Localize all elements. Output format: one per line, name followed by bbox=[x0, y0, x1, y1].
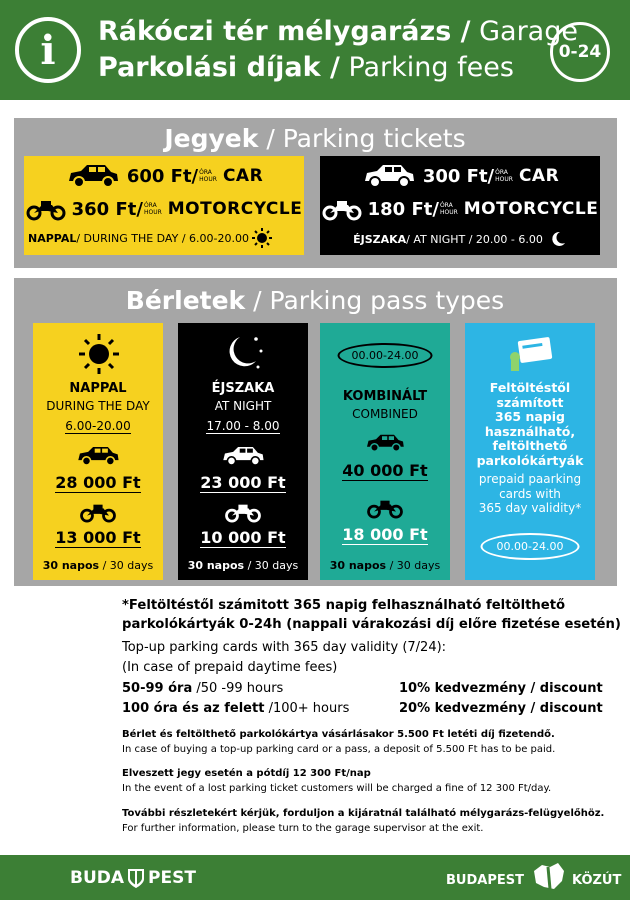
car-label: CAR bbox=[222, 166, 264, 186]
ora-label: ÓRA bbox=[439, 202, 453, 209]
logo-text-pest: PEST bbox=[148, 868, 196, 888]
open-hours-badge: 0-24 bbox=[550, 22, 610, 82]
deposit-note-en: In case of buying a top-up parking card or a pass, a deposit of 5.500 Ft has to be paid. bbox=[122, 744, 556, 755]
header-title-en: Garage bbox=[470, 16, 578, 47]
night-pass-time-wrap bbox=[178, 419, 308, 433]
further-info-hu: További részletekért kérjük, forduljon a kijáratnál található mélygarázs-felügyelőhöz. bbox=[122, 808, 605, 819]
duration-en: / 30 days bbox=[386, 559, 441, 572]
hour-label: HOUR bbox=[439, 209, 458, 216]
night-pass-moto-price: 10 000 Ft bbox=[200, 528, 286, 547]
discount-tier-2 bbox=[122, 701, 349, 716]
discount-tier-1 bbox=[122, 681, 283, 696]
tickets-title-hu: Jegyek bbox=[164, 124, 259, 153]
combined-pass-moto-price-wrap bbox=[320, 525, 450, 544]
day-pass-card bbox=[33, 323, 163, 580]
prepaid-title-line: feltölthető bbox=[492, 438, 568, 453]
night-pass-subtitle: AT NIGHT bbox=[214, 399, 272, 413]
combined-pass-duration bbox=[320, 559, 450, 572]
motorcycle-label: MOTORCYCLE bbox=[167, 199, 303, 219]
day-pass-duration bbox=[33, 559, 163, 572]
duration-en: / 30 days bbox=[99, 559, 154, 572]
day-pass-time: 6.00-20.00 bbox=[65, 419, 131, 433]
prepaid-title-line: 365 napig bbox=[495, 409, 565, 424]
day-period-en: / DURING THE DAY / 6.00-20.00 bbox=[76, 231, 249, 245]
sun-icon bbox=[252, 228, 272, 248]
prepaid-card-subtitle bbox=[465, 472, 595, 516]
ora-label: ÓRA bbox=[199, 169, 212, 176]
day-pass-subtitle: DURING THE DAY bbox=[46, 399, 150, 413]
night-period bbox=[324, 230, 596, 248]
prepaid-title-line: számított bbox=[496, 394, 564, 410]
combined-pass-subtitle: COMBINED bbox=[352, 407, 418, 421]
duration-hu: 30 napos bbox=[42, 559, 100, 572]
parking-card-icon bbox=[505, 333, 555, 373]
duration-hu: 30 napos bbox=[329, 559, 387, 572]
car-icon bbox=[220, 445, 266, 467]
prepaid-card-title bbox=[465, 381, 595, 468]
footnote-en-line2: (In case of prepaid daytime fees) bbox=[122, 660, 338, 675]
moon-icon bbox=[549, 230, 567, 248]
budapest-logo bbox=[70, 867, 196, 889]
sun-icon bbox=[78, 333, 120, 375]
tier2-discount: 20% kedvezmény / discount bbox=[399, 701, 603, 716]
day-pass-title: NAPPAL bbox=[69, 381, 127, 396]
budapest-map-icon bbox=[528, 861, 568, 891]
budapest-kozut-logo bbox=[446, 869, 621, 891]
night-pass-car-price: 23 000 Ft bbox=[200, 473, 286, 492]
footnote-hu-line2: parkolókártyák 0-24h (nappali várakozási díj előre fizetése esetén) bbox=[122, 617, 621, 632]
motorcycle-icon bbox=[322, 197, 362, 221]
prepaid-sub-line: cards with bbox=[499, 486, 561, 501]
night-pass-moto-price-wrap bbox=[178, 528, 308, 547]
ora-label: ÓRA bbox=[143, 202, 157, 209]
day-ticket-card bbox=[24, 156, 304, 255]
hour-label: HOUR bbox=[143, 209, 162, 216]
night-pass-time: 17.00 - 8.00 bbox=[206, 419, 280, 433]
prepaid-title-line: parkolókártyák bbox=[476, 452, 584, 468]
prepaid-title-line: Feltöltéstől bbox=[489, 380, 571, 395]
lost-ticket-note-hu: Elveszett jegy esetén a pótdíj 12 300 Ft/nap bbox=[122, 768, 371, 779]
header-subtitle-hu: Parkolási díjak / bbox=[98, 52, 340, 83]
lost-ticket-note-en: In the event of a lost parking ticket customers will be charged a fine of 12 300 Ft/day. bbox=[122, 783, 552, 794]
duration-hu: 30 napos bbox=[187, 559, 245, 572]
prepaid-card-info bbox=[465, 323, 595, 580]
logo-text-budapest: BUDAPEST bbox=[446, 872, 524, 888]
tickets-title-en: / Parking tickets bbox=[258, 124, 466, 153]
car-label: CAR bbox=[518, 166, 560, 186]
motorcycle-icon bbox=[224, 501, 262, 523]
prepaid-card-time: 00.00-24.00 bbox=[481, 533, 580, 560]
day-pass-moto-price-wrap bbox=[33, 528, 163, 547]
logo-text-kozut: KÖZÚT bbox=[571, 872, 622, 888]
day-pass-car-price-wrap bbox=[33, 473, 163, 492]
motorcycle-label: MOTORCYCLE bbox=[463, 199, 599, 219]
car-icon bbox=[361, 163, 417, 189]
passes-title-en: / Parking pass types bbox=[245, 286, 505, 315]
header-title-line2 bbox=[98, 52, 548, 84]
passes-title-hu: Bérletek bbox=[125, 286, 246, 315]
night-period-en: / AT NIGHT / 20.00 - 6.00 bbox=[406, 232, 543, 246]
motorcycle-icon bbox=[79, 501, 117, 523]
tier2-hours-en: /100+ hours bbox=[264, 701, 350, 716]
day-period-hu: NAPPAL bbox=[28, 231, 77, 245]
night-car-row bbox=[320, 163, 600, 189]
hour-label: HOUR bbox=[495, 176, 513, 183]
car-icon bbox=[364, 433, 406, 453]
night-pass-duration bbox=[178, 559, 308, 572]
header-title-hu: Rákóczi tér mélygarázs / bbox=[98, 16, 471, 47]
deposit-note-hu: Bérlet és feltölthető parkolókártya vásárlásakor 5.500 Ft letéti díj fizetendő. bbox=[122, 729, 555, 740]
coat-of-arms-icon bbox=[126, 867, 146, 889]
header-subtitle-en: Parking fees bbox=[339, 52, 514, 83]
prepaid-sub-line: prepaid paarking bbox=[478, 472, 582, 486]
prepaid-title-line: használható, bbox=[484, 423, 576, 439]
day-period bbox=[28, 228, 300, 248]
combined-pass-car-price-wrap bbox=[320, 461, 450, 480]
footnote-hu-line1: *Feltöltéstől számitott 365 napig felhasználható feltölthető bbox=[122, 598, 566, 613]
combined-pass-car-price: 40 000 Ft bbox=[342, 461, 428, 480]
combined-pass-moto-price: 18 000 Ft bbox=[342, 525, 428, 544]
info-icon bbox=[15, 17, 81, 83]
passes-title bbox=[0, 286, 630, 315]
car-icon bbox=[75, 445, 121, 467]
day-moto-row bbox=[24, 197, 304, 221]
moon-stars-icon bbox=[220, 333, 266, 373]
day-pass-time-wrap bbox=[33, 419, 163, 433]
day-car-price: 600 Ft/ bbox=[126, 165, 199, 187]
day-moto-price: 360 Ft/ bbox=[71, 198, 143, 220]
prepaid-sub-line: 365 day validity* bbox=[478, 501, 582, 515]
night-period-hu: ÉJSZAKA bbox=[353, 232, 407, 246]
day-car-row bbox=[24, 163, 304, 189]
duration-en: / 30 days bbox=[244, 559, 299, 572]
combined-pass-title: KOMBINÁLT bbox=[342, 389, 428, 404]
footnote-en-line1: Top-up parking cards with 365 day validity (7/24): bbox=[122, 640, 447, 655]
hour-label: HOUR bbox=[199, 176, 217, 183]
header-banner bbox=[0, 0, 630, 100]
logo-text-buda: BUDA bbox=[70, 868, 125, 888]
night-pass-title: ÉJSZAKA bbox=[211, 381, 275, 396]
footer-banner bbox=[0, 855, 630, 900]
combined-pass-time: 00.00-24.00 bbox=[338, 343, 433, 368]
night-moto-row bbox=[320, 197, 600, 221]
night-ticket-card bbox=[320, 156, 600, 255]
night-pass-car-price-wrap bbox=[178, 473, 308, 492]
night-pass-card bbox=[178, 323, 308, 580]
ora-label: ÓRA bbox=[495, 169, 508, 176]
combined-pass-card bbox=[320, 323, 450, 580]
tier2-hours-hu: 100 óra és az felett bbox=[122, 701, 265, 716]
car-icon bbox=[65, 163, 121, 189]
day-pass-moto-price: 13 000 Ft bbox=[55, 528, 141, 547]
night-car-price: 300 Ft/ bbox=[422, 165, 495, 187]
tickets-title bbox=[0, 124, 630, 153]
tier1-discount: 10% kedvezmény / discount bbox=[399, 681, 603, 696]
info-symbol: i bbox=[40, 26, 56, 74]
day-pass-car-price: 28 000 Ft bbox=[55, 473, 141, 492]
tier1-hours-hu: 50-99 óra bbox=[122, 681, 193, 696]
tier1-hours-en: /50 -99 hours bbox=[192, 681, 284, 696]
header-title-line1 bbox=[98, 16, 578, 48]
night-moto-price: 180 Ft/ bbox=[367, 198, 439, 220]
motorcycle-icon bbox=[26, 197, 66, 221]
motorcycle-icon bbox=[366, 497, 404, 519]
further-info-en: For further information, please turn to the garage supervisor at the exit. bbox=[122, 823, 484, 834]
